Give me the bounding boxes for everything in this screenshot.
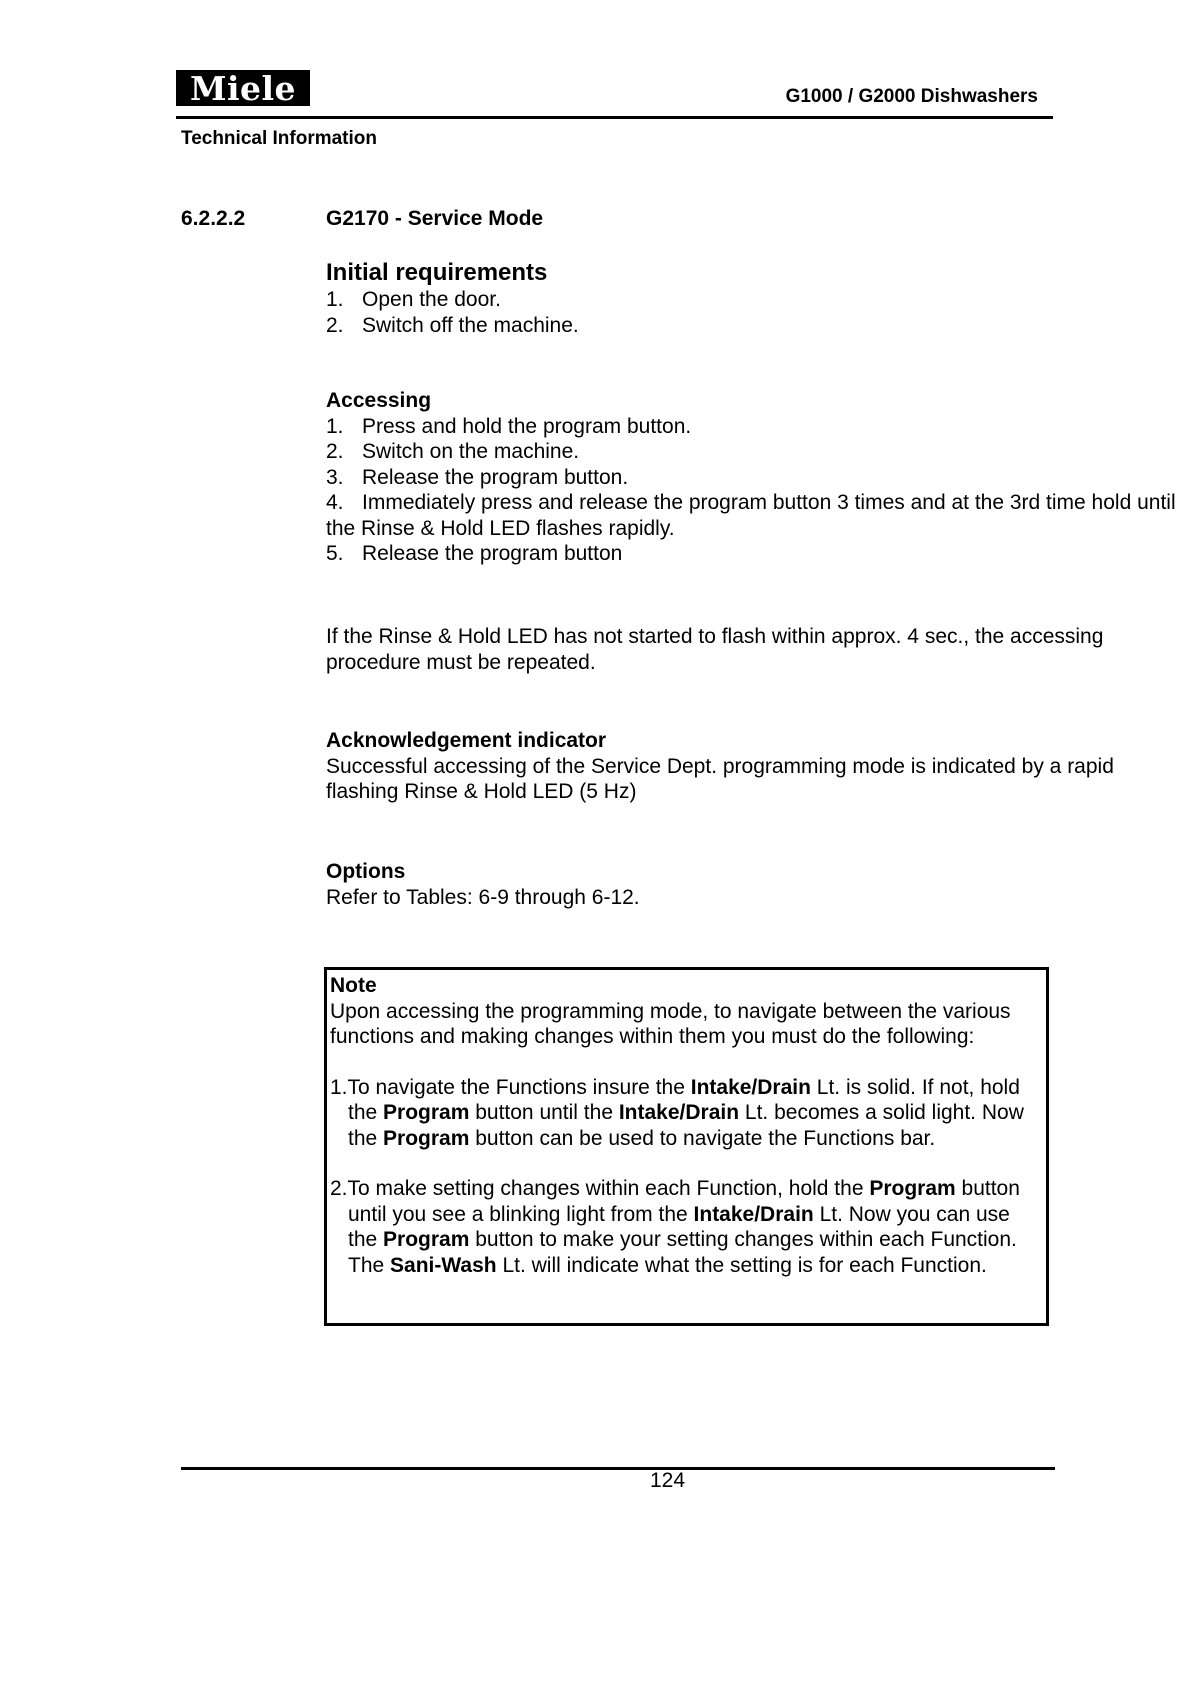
initial-requirements-list: [326, 287, 579, 338]
options-text: Refer to Tables: 6-9 through 6-12.: [326, 885, 640, 909]
note-item-number: 1.: [330, 1075, 348, 1099]
note-text: button until the: [469, 1101, 619, 1124]
options-section: [326, 859, 1186, 910]
note-text: Lt. is solid. If not, hold the: [348, 1075, 1020, 1124]
note-text: Lt. becomes a solid light. Now the: [348, 1101, 1024, 1150]
list-item: [326, 439, 1186, 465]
note-text: Lt. Now you can use the: [348, 1202, 1010, 1251]
note-item-number: 2.: [330, 1177, 348, 1200]
note-emphasis: Program: [383, 1126, 470, 1150]
logo-text: Miele: [189, 68, 297, 108]
note-emphasis: Program: [869, 1177, 956, 1200]
note-item-2: [330, 1176, 1042, 1278]
step-number: 2.: [326, 313, 344, 337]
step-number: 1.: [326, 288, 344, 311]
list-item: [326, 490, 1186, 541]
list-item: [326, 287, 579, 313]
note-text: Lt. will indicate what the setting is for each Function.: [496, 1253, 987, 1277]
step-text: Release the program button: [362, 542, 623, 565]
options-heading: Options: [326, 860, 406, 883]
note-box: [324, 967, 1049, 1326]
note-emphasis: Program: [383, 1228, 470, 1251]
step-number: 2.: [326, 440, 344, 463]
note-text: button until you see a blinking light from the: [348, 1177, 1020, 1226]
step-number: 5.: [326, 542, 344, 565]
list-item: [326, 313, 579, 339]
page-number: 124: [650, 1469, 686, 1492]
initial-requirements-heading: Initial requirements: [326, 259, 548, 286]
note-text: To navigate the Functions insure the: [347, 1075, 691, 1099]
step-text: Switch on the machine.: [362, 440, 580, 463]
step-number: 3.: [326, 465, 344, 489]
accessing-repeat-note: If the Rinse & Hold LED has not started to flash within approx. 4 sec., the accessing procedure must be repeated.: [326, 625, 1104, 674]
note-emphasis: Intake/Drain: [693, 1202, 814, 1226]
accessing-list: [326, 414, 1186, 567]
footer-divider: [181, 1467, 1055, 1470]
note-text: button can be used to navigate the Functions bar.: [469, 1126, 936, 1150]
list-item: [326, 541, 1186, 567]
section-number: 6.2.2.2: [181, 207, 246, 230]
document-title: G1000 / G2000 Dishwashers: [785, 86, 1038, 107]
list-item: [326, 414, 1186, 440]
accessing-note: [326, 624, 1186, 675]
list-item: [326, 465, 1186, 491]
step-text: Release the program button.: [362, 465, 629, 489]
accessing-heading: Accessing: [326, 389, 432, 412]
note-emphasis: Program: [383, 1101, 470, 1124]
step-number: 1.: [326, 414, 344, 438]
note-intro: Upon accessing the programming mode, to navigate between the various functions and making changes within them you must do the following:: [330, 999, 1011, 1048]
acknowledgement-text: Successful accessing of the Service Dept. programming mode is indicated by a rapid flashing Rinse & Hold LED (5 Hz): [326, 754, 1114, 803]
note-title: Note: [330, 974, 377, 997]
section-title: G2170 - Service Mode: [326, 207, 544, 230]
note-text: To make setting changes within each Function, hold the: [347, 1177, 870, 1200]
acknowledgement-section: [326, 728, 1186, 805]
acknowledgement-heading: Acknowledgement indicator: [326, 729, 607, 752]
note-emphasis: Sani-Wash: [390, 1253, 497, 1277]
miele-logo: [176, 70, 310, 106]
step-text: Press and hold the program button.: [362, 414, 692, 438]
step-text: Open the door.: [362, 288, 501, 311]
step-text: Switch off the machine.: [362, 313, 579, 337]
section-label: Technical Information: [181, 128, 378, 149]
initial-requirements: [326, 259, 579, 338]
note-emphasis: Intake/Drain: [690, 1075, 811, 1099]
step-number: 4.: [326, 491, 344, 514]
note-item-1: [330, 1075, 1042, 1152]
header-divider: [176, 116, 1053, 119]
note-text: button to make your setting changes within each Function. The: [348, 1228, 1017, 1277]
accessing-section: [326, 388, 1186, 567]
note-emphasis: Intake/Drain: [618, 1101, 740, 1124]
step-text: Immediately press and release the program button 3 times and at the 3rd time hold until the Rinse & Hold LED flashes rapidly.: [326, 491, 1176, 540]
